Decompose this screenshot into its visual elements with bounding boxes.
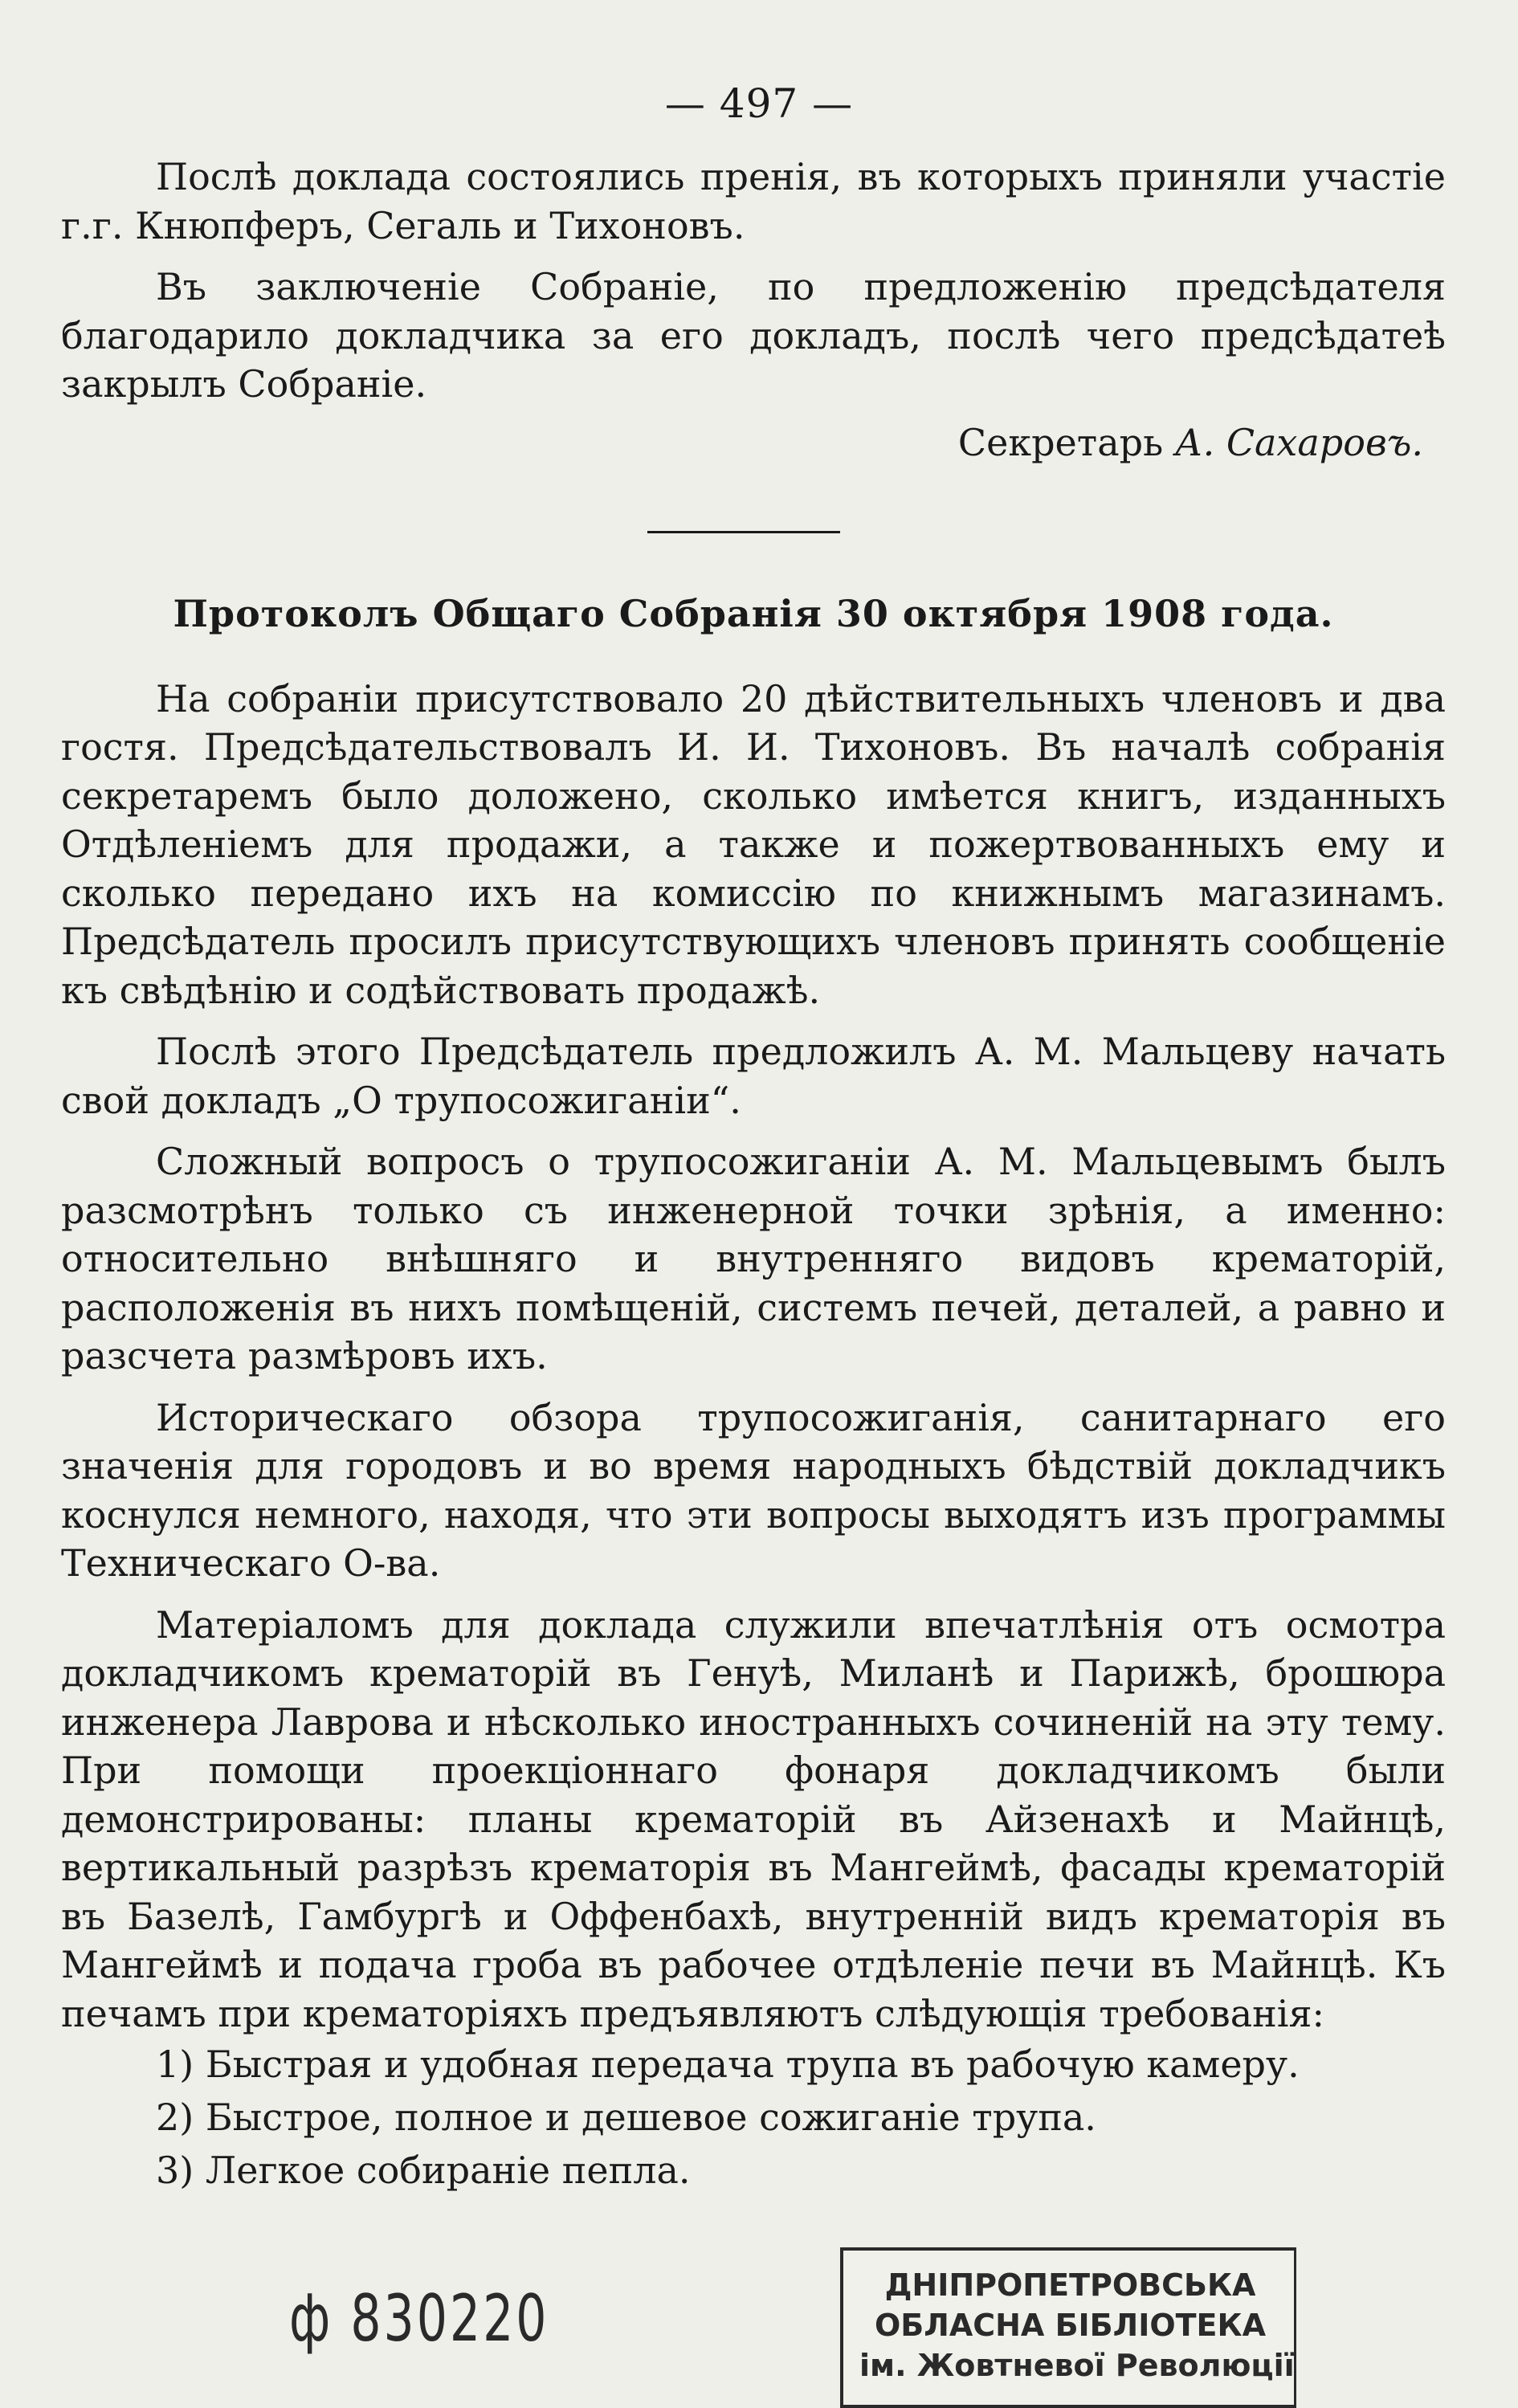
intro-paragraph-1: Послѣ доклада состоялись пренія, въ которыхъ приняли участіе г.г. Кнюпферъ, Сегаль и Тихоновъ.: [61, 155, 1446, 247]
requirement-item: 3) Легкое собираніе пепла.: [156, 2149, 691, 2192]
stamp-line-3: ім. Жовтневої Революції: [859, 2348, 1295, 2383]
protocol-heading: Протоколъ Общаго Собранія 30 октября 1908 года.: [173, 591, 1334, 635]
body-paragraph-5: Матеріаломъ для доклада служили впечатлѣнія отъ осмотра докладчикомъ крематорій въ Генуѣ, Миланѣ и Парижѣ, брошюра инженера Лаврова и нѣсколько иностранныхъ сочиненій на эту тему. При помощи проекціоннаго фонаря докладчикомъ были демонстрированы: планы крематорій въ Айзенахѣ и Майнцѣ, вертикальный разрѣзъ крематорія въ Мангеймѣ, фасады крематорій въ Базелѣ, Гамбургѣ и Оффенбахѣ, внутренній видъ крематорія въ Мангеймѣ и подача гроба въ рабочее отдѣленіе печи въ Майнцѣ. Къ печамъ при крематоріяхъ предъявляютъ слѣдующія требованія:: [61, 1602, 1446, 2035]
secretary-signature: [61, 418, 1423, 467]
requirements-list: [61, 2038, 1446, 2197]
requirement-item: 2) Быстрое, полное и дешевое сожиганіе трупа.: [156, 2096, 1096, 2139]
stamp-line-1: ДНІПРОПЕТРОВСЬКА: [884, 2267, 1256, 2303]
requirement-item: 1) Быстрая и удобная передача трупа въ рабочую камеру.: [156, 2043, 1300, 2086]
intro-paragraph-2: Въ заключеніе Собраніе, по предложенію предсѣдателя благодарило докладчика за его докладъ, послѣ чего предсѣдатеѣ закрылъ Собраніе.: [61, 265, 1446, 406]
inventory-number: ф 830220: [289, 2281, 549, 2356]
signature-role: Секретарь: [957, 420, 1164, 464]
body-paragraph-2: Послѣ этого Предсѣдатель предложилъ А. М. Мальцеву начать свой докладъ „О трупосожиганіи“.: [61, 1030, 1446, 1122]
body-paragraph-1: На собраніи присутствовало 20 дѣйствительныхъ членовъ и два гостя. Предсѣдательствовалъ И. И. Тихоновъ. Въ началѣ собранія секретаремъ было доложено, сколько имѣется книгъ, изданныхъ Отдѣленіемъ для продажи, а также и пожертвованныхъ ему и сколько передано ихъ на комиссію по книжнымъ магазинамъ. Предсѣдатель просилъ присутствующихъ членовъ принять сообщеніе къ свѣдѣнію и содѣйствовать продажѣ.: [61, 676, 1446, 1012]
signature-name: А. Сахаровъ.: [1174, 420, 1423, 464]
section-divider: [647, 531, 840, 533]
page-number: — 497 —: [664, 80, 854, 127]
body-paragraph-3: Сложный вопросъ о трупосожиганіи А. М. Мальцевымъ былъ разсмотрѣнъ только съ инженерной точки зрѣнія, а именно: относительно внѣшняго и внутренняго видовъ крематорій, расположенія въ нихъ помѣщеній, системъ печей, деталей, а равно и разсчета размѣровъ ихъ.: [61, 1140, 1446, 1377]
stamp-line-2: ОБЛАСНА БІБЛІОТЕКА: [875, 2308, 1266, 2343]
page-body: [61, 153, 1446, 2197]
body-paragraph-4: Историческаго обзора трупосожиганія, санитарнаго его значенія для городовъ и во время народныхъ бѣдствій докладчикъ коснулся немного, находя, что эти вопросы выходятъ изъ программы Техническаго О-ва.: [61, 1395, 1446, 1585]
library-stamp: [840, 2247, 1296, 2408]
